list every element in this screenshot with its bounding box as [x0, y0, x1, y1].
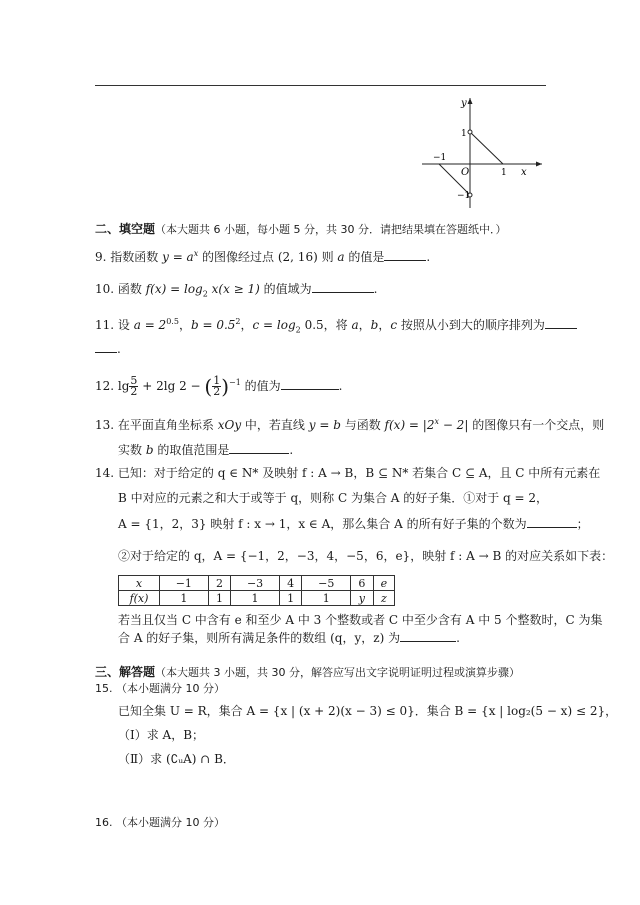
q12-answer-blank[interactable] [281, 377, 339, 390]
q10-domain: x(x ≥ 1) [207, 282, 260, 296]
origin-label: O [461, 167, 470, 178]
table-cell: 1 [208, 591, 231, 606]
q12-frac1-den: 2 [130, 385, 138, 398]
q13-text-1: 13. 在平面直角坐标系 [95, 418, 218, 432]
table-cell: 1 [160, 591, 209, 606]
q11-a-def: a = 2 [133, 318, 167, 332]
table-cell: 4 [279, 576, 302, 591]
table-cell: 1 [279, 591, 302, 606]
section2-title: 二、填空题 [95, 222, 156, 236]
q10-text: 10. 函数 [95, 282, 146, 296]
q12-fraction-2 [212, 376, 221, 397]
q11-a-exp: 0.5 [166, 317, 179, 326]
q11-c-arg: 0.5 [300, 318, 324, 332]
q13-exp: x [434, 417, 439, 426]
q9-text-2: 的图像经过点 (2, 16) 则 [198, 250, 338, 264]
tick-x-neg: −1 [433, 153, 447, 163]
q9-formula: y = a [162, 250, 194, 264]
q14-line1: 14. 已知：对于给定的 q ∈ N* 及映射 f : A → B，B ⊆ N* 若集合 C ⊆ A，且 C 中所有元素在 [95, 466, 601, 480]
q13-text-3: 与函数 [340, 418, 385, 432]
q11-sep-3: ， [358, 318, 371, 332]
tick-x-pos: 1 [501, 168, 507, 178]
section2-note: （本大题共 6 小题，每小题 5 分，共 30 分．请把结果填在答题纸中．） [155, 223, 507, 236]
table-cell: 1 [231, 591, 280, 606]
q13-line: y = b [308, 418, 341, 432]
tick-y-pos: 1 [461, 129, 467, 139]
q16-heading: 16. （本小题满分 10 分） [95, 816, 225, 829]
table-cell: e [373, 576, 394, 591]
question-13-line2 [118, 441, 293, 458]
q14-line3-end: ； [576, 517, 589, 531]
question-13-line1 [95, 414, 604, 433]
q14-line6 [118, 629, 460, 646]
q10-period: . [373, 282, 378, 296]
q9-answer-blank[interactable] [384, 248, 426, 261]
q10-answer-blank[interactable] [312, 280, 374, 293]
q11-b-exp: 2 [235, 317, 241, 326]
table-cell: −3 [231, 576, 280, 591]
q13-text-4: 的图像只有一个交点，则 [468, 418, 605, 432]
section3-heading [95, 664, 520, 681]
question-11 [95, 314, 577, 338]
q13-period: . [289, 443, 294, 457]
q13-text-5: 实数 [118, 443, 146, 457]
q12-frac2-num: 1 [213, 374, 221, 387]
q13-function: f(x) = |2 [384, 418, 435, 432]
q9-var: a [337, 250, 345, 264]
q11-var-a: a [351, 318, 359, 332]
q11-text-3: 按照从小到大的顺序排列为 [397, 318, 545, 332]
table-row [119, 591, 395, 606]
q11-sep-1: ， [178, 318, 191, 332]
function-graph [420, 92, 545, 210]
q11-answer-blank[interactable] [545, 316, 577, 329]
graph-segment-right [470, 132, 503, 164]
section3-title: 三、解答题 [95, 665, 156, 679]
tick-y-neg: −1 [457, 191, 471, 201]
section2-heading [95, 221, 507, 238]
q11-var-c: c [390, 318, 398, 332]
q12-middle: + 2lg 2 − [138, 379, 205, 393]
table-row [119, 576, 395, 591]
q13-function-end: − 2| [439, 418, 469, 432]
q14-line4: ②对于给定的 q，A = {−1，2，−3，4，−5，6，e}，映射 f : A → B 的对应关系如下表： [118, 549, 614, 563]
x-axis-arrow [536, 162, 542, 167]
q11-sep-2: ， [240, 318, 253, 332]
table-cell: −1 [160, 576, 209, 591]
q11-sep-4: ， [378, 318, 391, 332]
q9-text-3: 的值是 [344, 250, 385, 264]
section3-note: （本大题共 3 小题，共 30 分，解答应写出文字说明证明过程或演算步骤） [155, 666, 520, 679]
q14-answer-blank-2[interactable] [400, 629, 456, 642]
question-10 [95, 280, 378, 302]
q11-period: . [117, 342, 121, 356]
y-axis-label: y [461, 98, 467, 109]
q12-frac1-num: 5 [130, 374, 138, 387]
q10-text-2: 的值域为 [259, 282, 312, 296]
q12-text: 的值为 [240, 379, 281, 393]
q10-base: 2 [202, 289, 208, 299]
q12-frac2-den: 2 [213, 385, 221, 398]
q14-line3-text: A = {1，2，3} 映射 f : x → 1，x ∈ A，那么集合 A 的所有好子集的个数为 [118, 517, 527, 531]
q14-line6-end: . [456, 631, 460, 645]
q11-c-def: c = log [252, 318, 296, 332]
q15-part1: （Ⅰ）求 A，B； [118, 728, 205, 742]
q14-line3 [118, 515, 589, 532]
top-rule [95, 85, 546, 86]
q9-period: . [426, 250, 431, 264]
x-axis-label: x [521, 167, 527, 178]
q14-line2: B 中对应的元素之和大于或等于 q，则称 C 为集合 A 的好子集．①对于 q = 2， [118, 491, 549, 505]
q11-b-def: b = 0.5 [190, 318, 236, 332]
q13-answer-blank[interactable] [229, 441, 289, 454]
question-12 [95, 372, 342, 398]
q11-text: 11. 设 [95, 318, 134, 332]
table-cell: x [119, 576, 160, 591]
q11-text-2: ，将 [323, 318, 352, 332]
q13-var-b: b [145, 443, 154, 457]
table-cell: 6 [351, 576, 374, 591]
q14-line6-text: 合 A 的好子集，则所有满足条件的数组 (q，y，z) 为 [118, 631, 401, 645]
q13-plane: xOy [217, 418, 242, 432]
q13-text-6: 的取值范围是 [153, 443, 230, 457]
q9-text: 9. 指数函数 [95, 250, 163, 264]
q15-statement: 已知全集 U = R，集合 A = {x | (x + 2)(x − 3) ≤ 0}．集合 B = {x | log₂(5 − x) ≤ 2}， [118, 704, 618, 718]
q14-line5: 若当且仅当 C 中含有 e 和至少 A 中 3 个整数或者 C 中至少含有 A 中 5 个整数时，C 为集 [118, 613, 603, 627]
q11-c-base: 2 [295, 325, 301, 335]
q9-exponent: x [193, 249, 199, 258]
q11-var-b: b [370, 318, 379, 332]
open-point-top [468, 130, 472, 134]
table-cell: y [351, 591, 374, 606]
q10-formula: f(x) = log [145, 282, 203, 296]
q14-answer-blank-1[interactable] [527, 515, 577, 528]
mapping-table [118, 575, 395, 606]
table-cell: 1 [302, 591, 351, 606]
q12-paren-close: ) [221, 374, 230, 399]
q13-text-2: 中，若直线 [241, 418, 309, 432]
table-cell: −5 [302, 576, 351, 591]
question-11-cont [95, 340, 121, 357]
table-cell: 2 [208, 576, 231, 591]
q11-answer-blank-cont[interactable] [95, 340, 117, 353]
q12-period: . [338, 379, 343, 393]
question-9 [95, 246, 430, 265]
q15-heading: 15. （本小题满分 10 分） [95, 682, 225, 695]
q12-lg: 12. lg [95, 379, 130, 393]
q12-exponent: −1 [229, 378, 241, 387]
table-cell: f(x) [119, 591, 160, 606]
table-cell: z [373, 591, 394, 606]
y-axis-arrow [468, 98, 473, 104]
q15-part2: （Ⅱ）求 (∁ᵤA) ∩ B． [118, 752, 235, 766]
q12-paren-open: ( [204, 374, 213, 399]
